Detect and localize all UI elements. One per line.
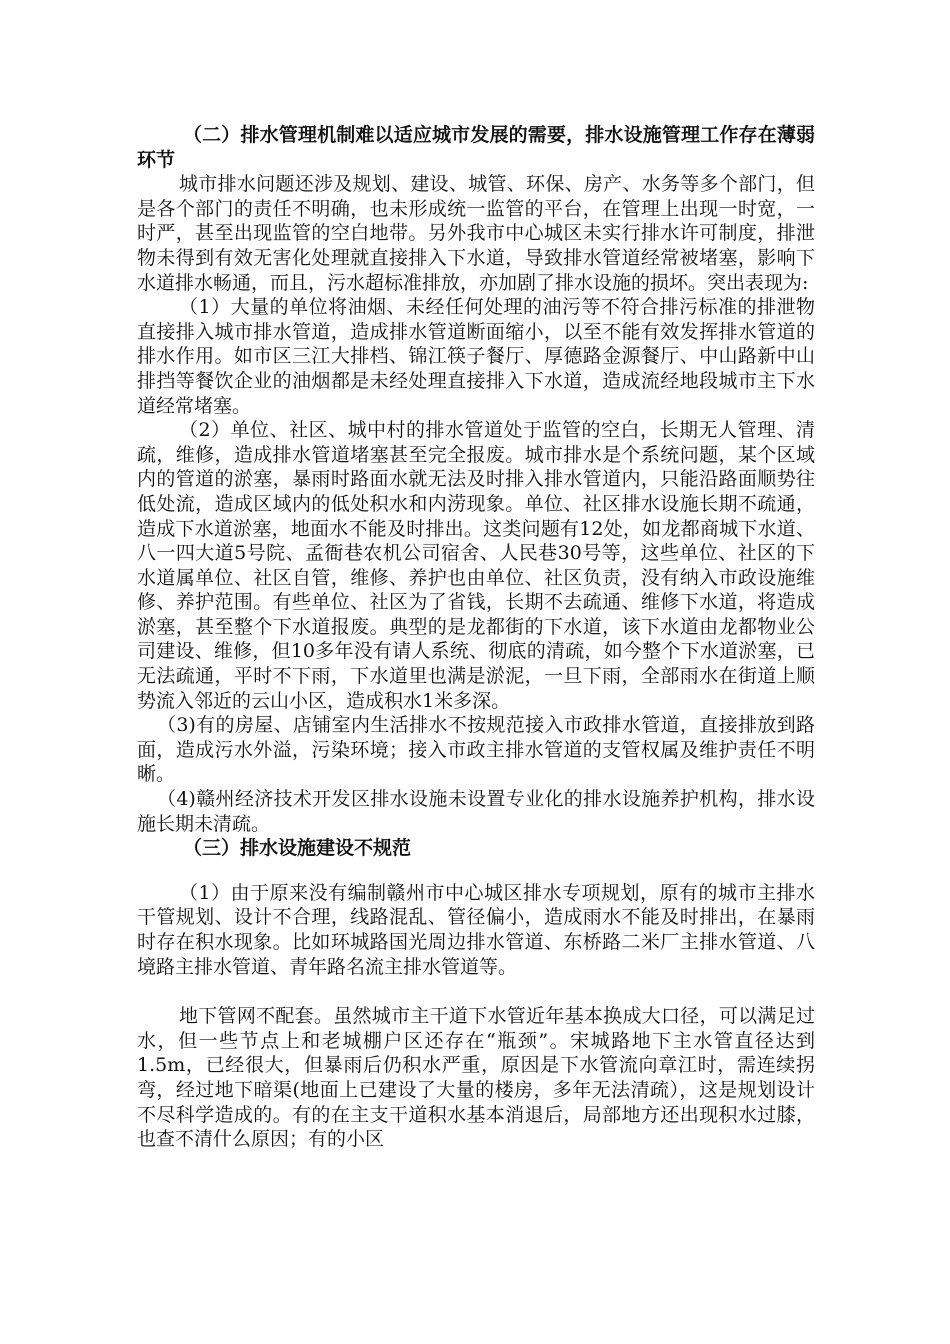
paragraph-intro: 城市排水问题还涉及规划、建设、城管、环保、房产、水务等多个部门，但是各个部门的责任不明确，也未形成统一监管的平台，在管理上出现一时宽，一时严，甚至出现监管的空白地带。另外我市中心城区未实行排水许可制度，排泄物未得到有效无害化处理就直接排入下水道，导致排水管道经常被堵塞，影响下水道排水畅通，而且，污水超标准排放，亦加剧了排水设施的损坏。突出表现为:: [137, 173, 815, 294]
spacer: [137, 861, 815, 881]
paragraph-item-3: （3)有的房屋、店铺室内生活排水不按规范接入市政排水管道，直接排放到路面，造成污水外溢，污染环境；接入市政主排水管道的支管权属及维护责任不明晰。: [137, 714, 815, 786]
section-heading-2: （二）排水管理机制难以适应城市发展的需要，排水设施管理工作存在薄弱环节: [137, 124, 815, 171]
paragraph-item-1: （1）大量的单位将油烟、未经任何处理的油污等不符合排污标准的排泄物直接排入城市排水管道，造成排水管道断面缩小，以至不能有效发挥排水管道的排水作用。如市区三江大排档、锦江筷子餐厅、厚德路金源餐厅、中山路新中山排挡等餐饮企业的油烟都是未经处理直接排入下水道，造成流经地段城市主下水道经常堵塞。: [137, 296, 815, 417]
paragraph-item-2: （2）单位、社区、城中村的排水管道处于监管的空白，长期无人管理、清疏，维修，造成排水管道堵塞甚至完全报废。城市排水是个系统问题，某个区域内的管道的淤塞，暴雨时路面水就无法及时排入排水管道内，只能沿路面顺势往低处流，造成区域内的低处积水和内涝现象。单位、社区排水设施长期不疏通，造成下水道淤塞，地面水不能及时排出。这类问题有12处，如龙都商城下水道、八一四大道5号院、孟衙巷农机公司宿舍、人民巷30号等，这些单位、社区的下水道属单位、社区自管，维修、养护也由单位、社区负责，没有纳入市政设施维修、养护范围。有些单位、社区为了省钱，长期不去疏通、维修下水道，将造成淤塞，甚至整个下水道报废。典型的是龙都街的下水道，该下水道由龙都物业公司建设、维修，但10多年没有请人系统、彻底的清疏，如今整个下水道淤塞，已无法疏通，平时不下雨，下水道里也满是淤泥，一旦下雨，全部雨水在街道上顺势流入邻近的云山小区，造成积水1米多深。: [137, 419, 815, 712]
paragraph-item-5: （1）由于原来没有编制赣州市中心城区排水专项规划，原有的城市主排水干管规划、设计不合理，线路混乱、管径偏小，造成雨水不能及时排出，在暴雨时存在积水现象。比如环城路国光周边排水管道、东桥路二米厂主排水管道、八境路主排水管道、青年路名流主排水管道等。: [137, 881, 815, 978]
paragraph-item-4: （4)赣州经济技术开发区排水设施未设置专业化的排水设施养护机构，排水设施长期未清疏。: [137, 788, 815, 835]
spacer: [137, 979, 815, 1004]
document-body: [137, 123, 815, 1152]
section-heading-3: （三）排水设施建设不规范: [183, 837, 412, 860]
paragraph-pipe-network: 地下管网不配套。虽然城市主干道下水管近年基本换成大口径，可以满足过水，但一些节点上和老城棚户区还存在“瓶颈”。宋城路地下主水管直径达到1.5m，已经很大，但暴雨后仍积水严重，原因是下水管流向章江时，需连续拐弯，经过地下暗渠(地面上已建设了大量的楼房，多年无法清疏），这是规划设计不尽科学造成的。有的在主支干道积水基本消退后，局部地方还出现积水过膝，也查不清什么原因；有的小区: [137, 1005, 815, 1151]
